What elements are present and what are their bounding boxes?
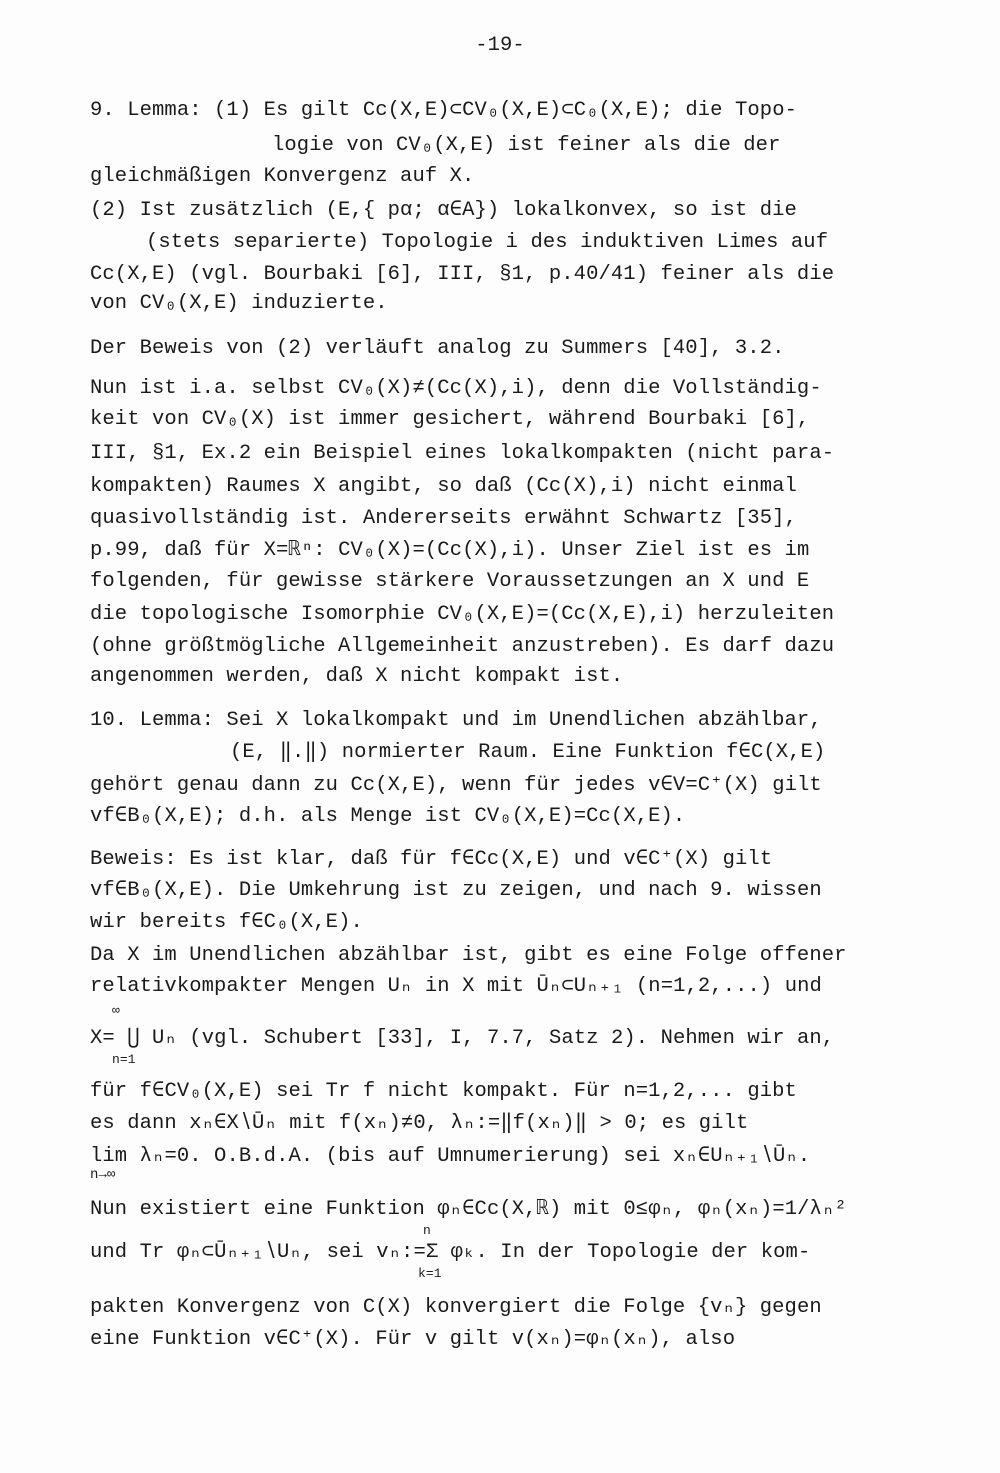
text-line: Nun existiert eine Funktion φₙ∈Cc(X,ℝ) mit 0≤φₙ, φₙ(xₙ)=1/λₙ² <box>90 1198 847 1221</box>
union-upper-limit: ∞ <box>112 1003 120 1018</box>
text-line: relativkompakter Mengen Uₙ in X mit Ūₙ⊂Uₙ₊₁ (n=1,2,...) und <box>90 975 822 998</box>
text-line: Da X im Unendlichen abzählbar ist, gibt es eine Folge offener <box>90 944 847 967</box>
text-line: (2) Ist zusätzlich (E,{ pα; α∈A}) lokalkonvex, so ist die <box>90 199 797 222</box>
sum-upper-limit: n <box>423 1223 431 1238</box>
text-line: X= ⋃ Uₙ (vgl. Schubert [33], I, 7.7, Satz 2). Nehmen wir an, <box>90 1027 835 1050</box>
text-line: es dann xₙ∈X∖Ūₙ mit f(xₙ)≠0, λₙ:=‖f(xₙ)‖ > 0; es gilt <box>90 1112 749 1135</box>
text-line: kompakten) Raumes X angibt, so daß (Cc(X),i) nicht einmal <box>90 475 797 498</box>
text-line: logie von CV₀(X,E) ist feiner als die der <box>272 134 781 157</box>
text-line: die topologische Isomorphie CV₀(X,E)=(Cc(X,E),i) herzuleiten <box>90 603 835 626</box>
text-line: angenommen werden, daß X nicht kompakt ist. <box>90 665 624 688</box>
text-line: (E, ‖.‖) normierter Raum. Eine Funktion f∈C(X,E) <box>230 741 826 764</box>
text-line: vf∈B₀(X,E); d.h. als Menge ist CV₀(X,E)=Cc(X,E). <box>90 805 686 828</box>
text-line: wir bereits f∈C₀(X,E). <box>90 911 363 934</box>
text-line: gehört genau dann zu Cc(X,E), wenn für jedes v∈V=C⁺(X) gilt <box>90 774 822 797</box>
text-line: eine Funktion v∈C⁺(X). Für v gilt v(xₙ)=φₙ(xₙ), also <box>90 1328 736 1351</box>
text-line: lim λₙ=0. O.B.d.A. (bis auf Umnumerierung) sei xₙ∈Uₙ₊₁∖Ūₙ. <box>90 1145 811 1168</box>
text-line: 10. Lemma: Sei X lokalkompakt und im Unendlichen abzählbar, <box>90 709 822 732</box>
text-line: p.99, daß für X=ℝⁿ: CV₀(X)=(Cc(X),i). Unser Ziel ist es im <box>90 539 810 562</box>
text-line: und Tr φₙ⊂Ūₙ₊₁∖Uₙ, sei vₙ:=Σ φₖ. In der Topologie der kom- <box>90 1241 811 1264</box>
text-line: (ohne größtmögliche Allgemeinheit anzustreben). Es darf dazu <box>90 635 835 658</box>
text-line: folgenden, für gewisse stärkere Voraussetzungen an X und E <box>90 570 810 593</box>
page-number: -19- <box>475 34 525 57</box>
text-line: (stets separierte) Topologie i des induktiven Limes auf <box>146 231 829 254</box>
sum-lower-limit: k=1 <box>418 1266 442 1281</box>
text-line: für f∈CV₀(X,E) sei Tr f nicht kompakt. Für n=1,2,... gibt <box>90 1080 797 1103</box>
text-line: Beweis: Es ist klar, daß für f∈Cc(X,E) und v∈C⁺(X) gilt <box>90 848 773 871</box>
text-line: vf∈B₀(X,E). Die Umkehrung ist zu zeigen, und nach 9. wissen <box>90 879 822 902</box>
text-line: von CV₀(X,E) induzierte. <box>90 292 388 315</box>
text-line: Der Beweis von (2) verläuft analog zu Summers [40], 3.2. <box>90 337 785 360</box>
text-line: Cc(X,E) (vgl. Bourbaki [6], III, §1, p.40/41) feiner als die <box>90 263 835 286</box>
limit-subscript: n→∞ <box>90 1167 116 1183</box>
text-line: quasivollständig ist. Andererseits erwähnt Schwartz [35], <box>90 507 797 530</box>
text-line: keit von CV₀(X) ist immer gesichert, während Bourbaki [6], <box>90 408 810 431</box>
text-line: Nun ist i.a. selbst CV₀(X)≠(Cc(X),i), denn die Vollständig- <box>90 377 822 400</box>
text-line: III, §1, Ex.2 ein Beispiel eines lokalkompakten (nicht para- <box>90 442 835 465</box>
union-lower-limit: n=1 <box>112 1052 136 1067</box>
text-line: 9. Lemma: (1) Es gilt Cc(X,E)⊂CV₀(X,E)⊂C₀(X,E); die Topo- <box>90 99 797 122</box>
text-line: gleichmäßigen Konvergenz auf X. <box>90 165 475 188</box>
text-line: pakten Konvergenz von C(X) konvergiert die Folge {vₙ} gegen <box>90 1296 822 1319</box>
